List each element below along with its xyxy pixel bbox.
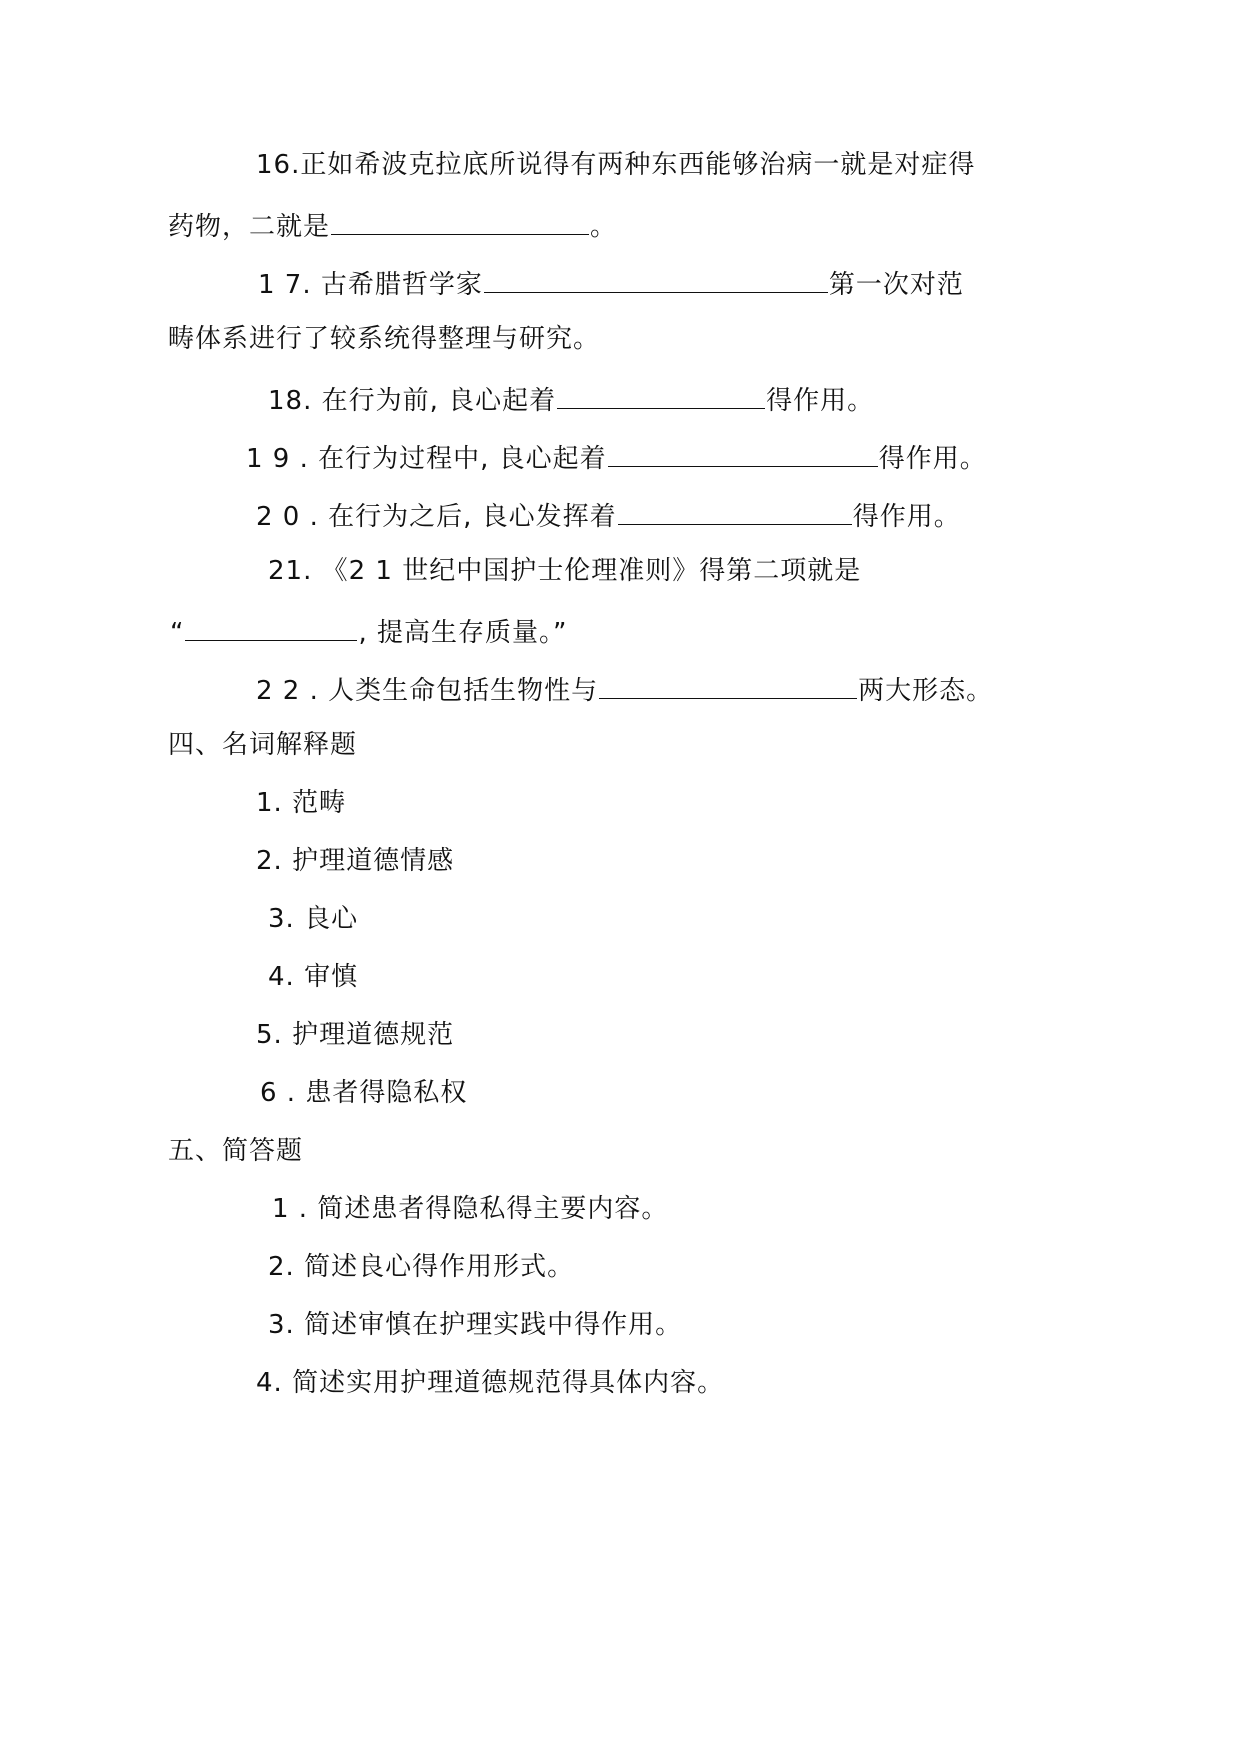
section-4-heading: 四、名词解释题 [168, 730, 358, 760]
short-answer-item: 1 . 简述患者得隐私得主要内容。 [272, 1194, 669, 1224]
answer-blank-22[interactable] [599, 672, 857, 699]
question-19-line [246, 440, 987, 474]
answer-blank-21[interactable] [185, 614, 357, 641]
question-17-text-pre: 1 7. 古希腊哲学家 [258, 270, 483, 300]
answer-blank-16[interactable] [331, 208, 589, 235]
question-21-text: 21. 《2 1 世纪中国护士伦理准则》得第二项就是 [268, 556, 862, 586]
question-19-text-post: 得作用。 [878, 444, 987, 474]
question-16-text: 16.正如希波克拉底所说得有两种东西能够治病一就是对症得 [256, 150, 976, 180]
question-16-text-post: 。 [590, 212, 618, 242]
term-item: 4. 审慎 [268, 962, 359, 992]
question-20-text-pre: 2 0 . 在行为之后, 良心发挥着 [256, 502, 617, 532]
question-16-text-pre: 药物，二就是 [168, 212, 331, 242]
question-18-text-pre: 18. 在行为前, 良心起着 [268, 386, 557, 416]
question-20-line [256, 498, 961, 532]
question-16-line-2 [168, 208, 617, 242]
question-22-line [256, 672, 993, 706]
question-22-text-post: 两大形态。 [858, 676, 994, 706]
term-item: 3. 良心 [268, 904, 359, 934]
question-18-line [268, 382, 874, 416]
term-item: 1. 范畴 [256, 788, 347, 818]
short-answer-item: 3. 简述审慎在护理实践中得作用。 [268, 1310, 683, 1340]
term-item: 6 . 患者得隐私权 [260, 1078, 468, 1108]
answer-blank-18[interactable] [557, 382, 765, 409]
term-item: 5. 护理道德规范 [256, 1020, 455, 1050]
question-21-line-2 [170, 614, 567, 648]
question-16-line-1 [256, 150, 975, 180]
answer-blank-20[interactable] [618, 498, 852, 525]
question-20-text-post: 得作用。 [852, 502, 961, 532]
question-22-text-pre: 2 2 . 人类生命包括生物性与 [256, 676, 599, 706]
question-21-line-1 [268, 556, 861, 586]
question-18-text-post: 得作用。 [766, 386, 875, 416]
question-17-line-1 [258, 266, 964, 300]
section-5-heading: 五、简答题 [168, 1136, 304, 1166]
question-17-text-post: 第一次对范 [828, 270, 964, 300]
answer-blank-17[interactable] [484, 266, 828, 293]
term-item: 2. 护理道德情感 [256, 846, 455, 876]
question-17-text-2: 畴体系进行了较系统得整理与研究。 [168, 324, 601, 354]
short-answer-item: 4. 简述实用护理道德规范得具体内容。 [256, 1368, 725, 1398]
question-17-line-2 [168, 324, 600, 354]
question-21-open-quote: “ [170, 618, 185, 648]
question-21-text-post: , 提高生存质量。” [358, 618, 568, 648]
short-answer-item: 2. 简述良心得作用形式。 [268, 1252, 575, 1282]
answer-blank-19[interactable] [608, 440, 878, 467]
question-19-text-pre: 1 9 . 在行为过程中, 良心起着 [246, 444, 607, 474]
